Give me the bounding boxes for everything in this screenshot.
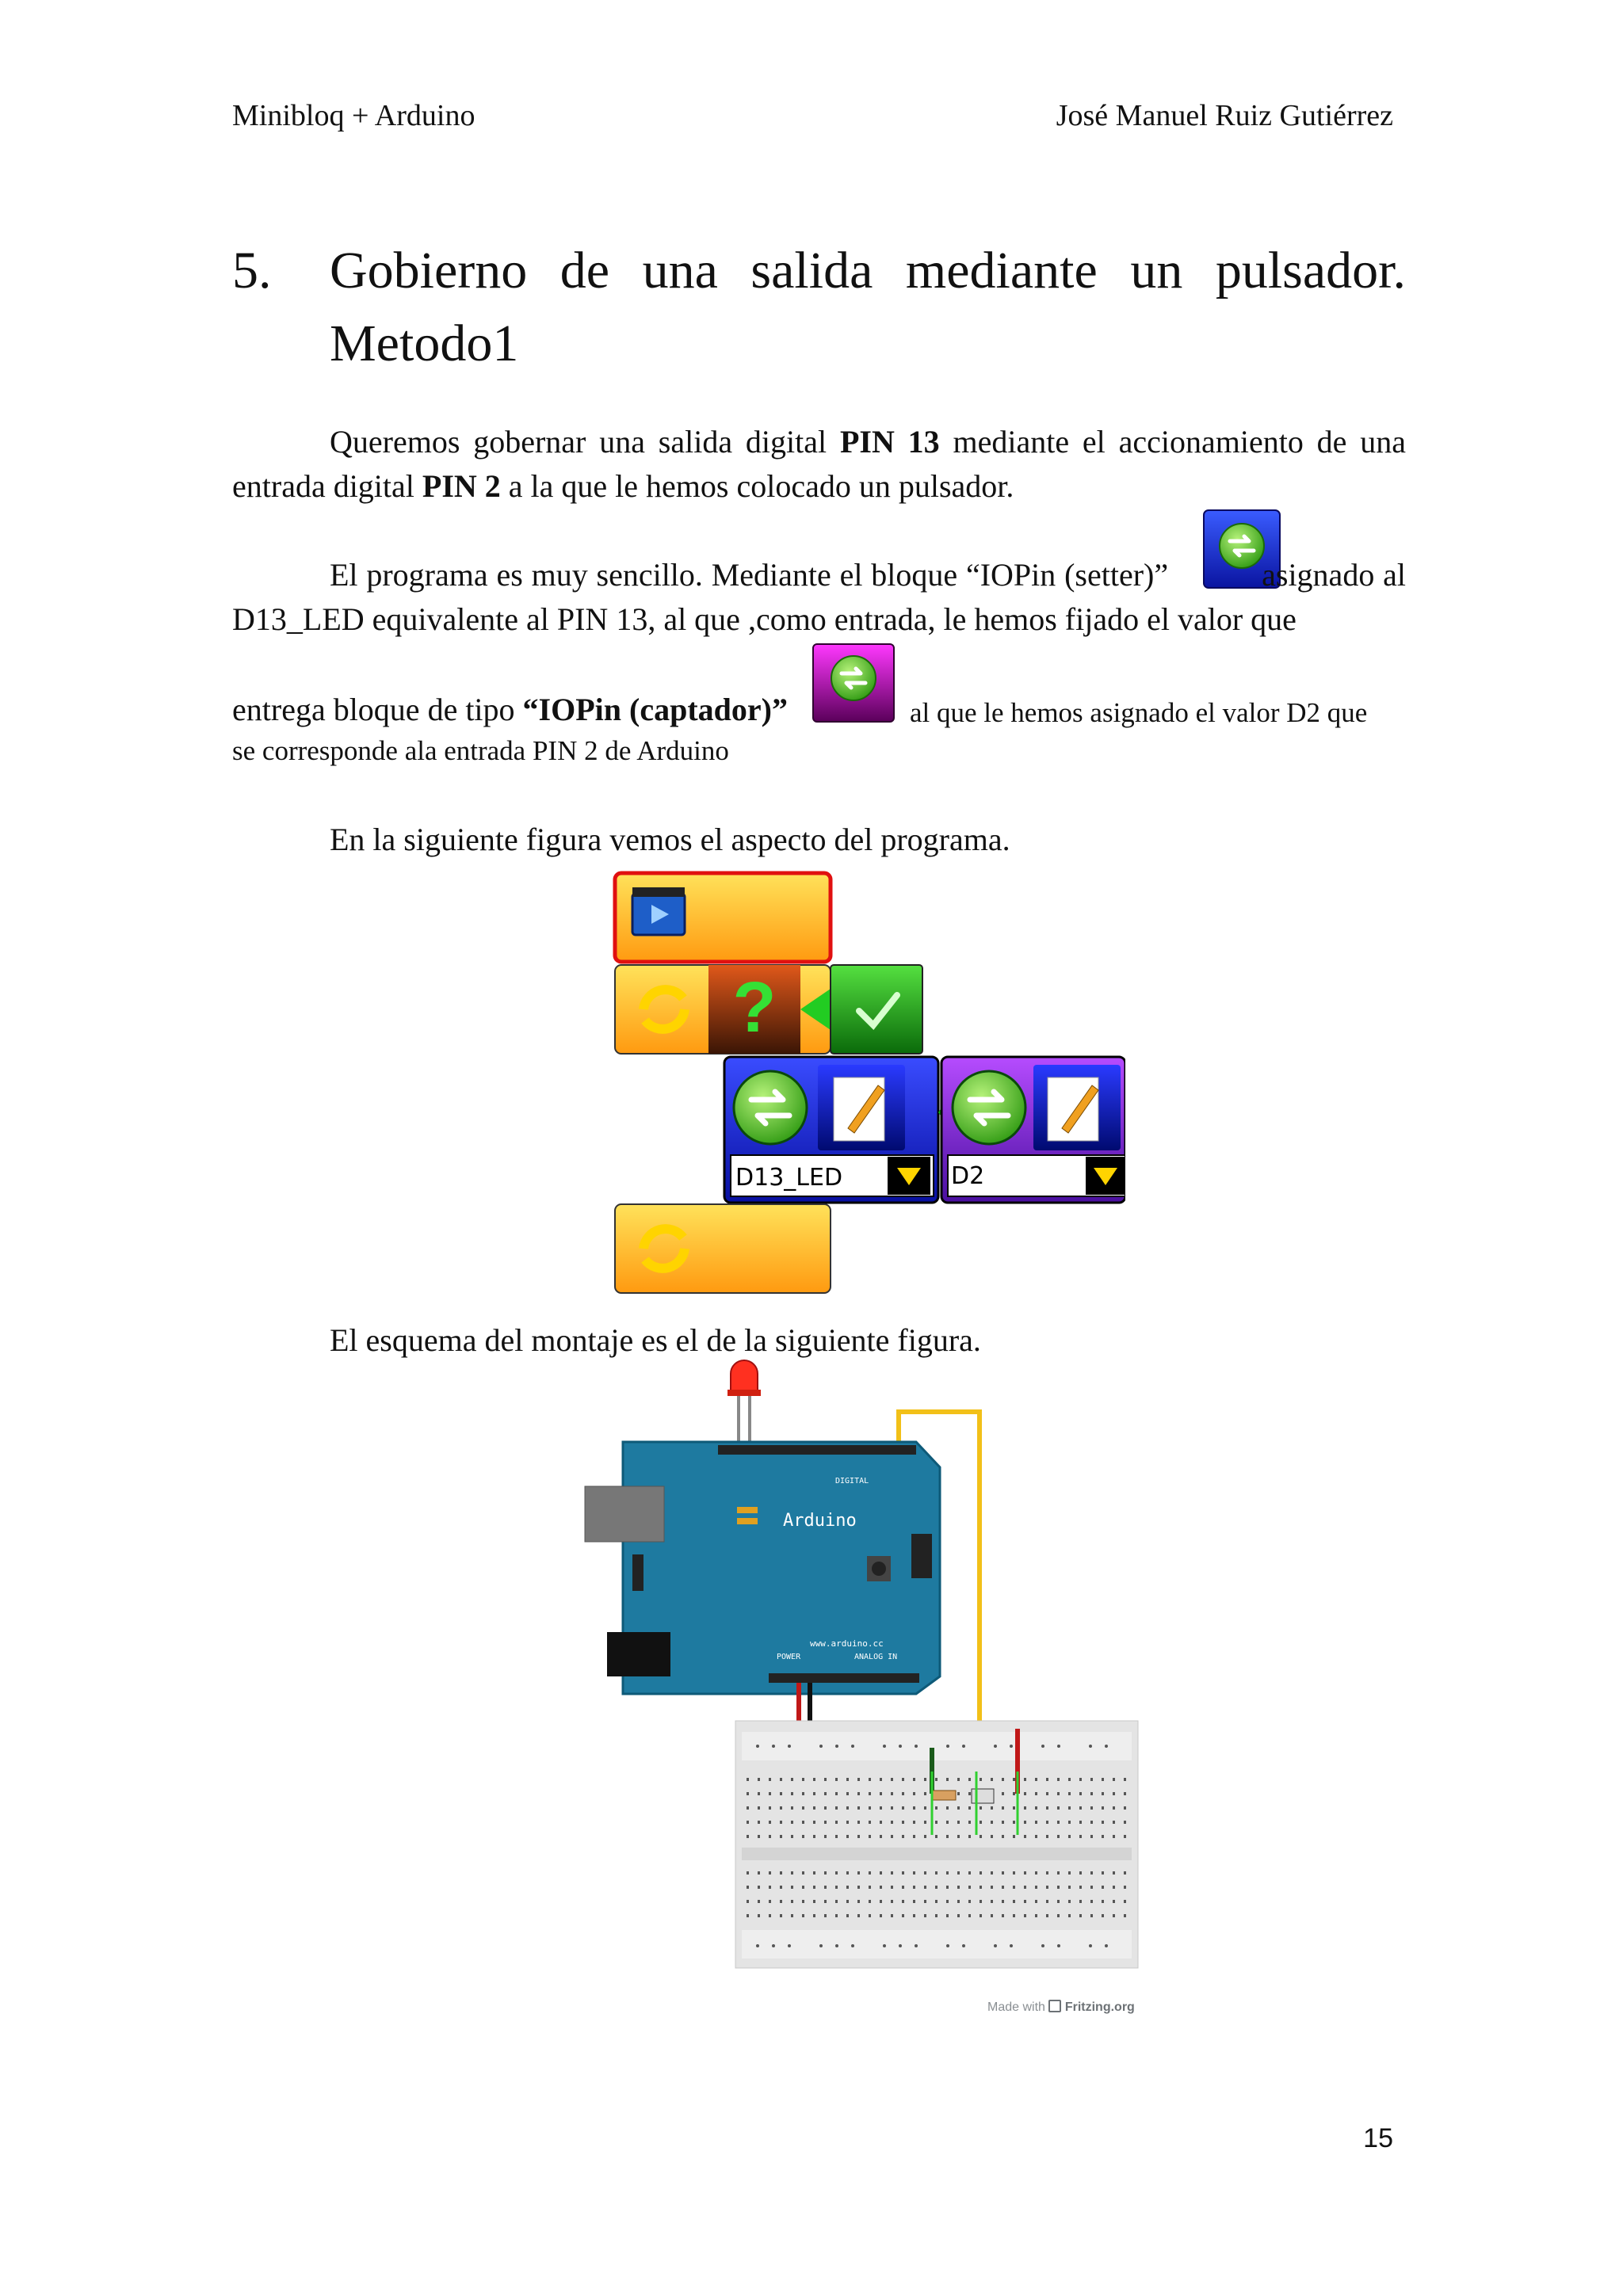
paragraph-4: En la siguiente figura vemos el aspecto del programa. bbox=[330, 822, 1010, 857]
breadboard bbox=[735, 1721, 1138, 1968]
website-label: www.arduino.cc bbox=[810, 1638, 884, 1649]
led-icon bbox=[727, 1360, 761, 1451]
getter-pin-label: D2 bbox=[951, 1162, 985, 1190]
start-block bbox=[615, 873, 831, 962]
digital-label: DIGITAL bbox=[835, 1477, 869, 1486]
header-left: Minibloq + Arduino bbox=[232, 99, 475, 132]
iopin-setter-block bbox=[724, 1057, 938, 1203]
board-label: Arduino bbox=[783, 1511, 857, 1531]
analog-label: ANALOG IN bbox=[854, 1653, 898, 1661]
iopin-getter-block bbox=[941, 1057, 1125, 1203]
loop-end-block bbox=[615, 1204, 831, 1293]
circuit-schematic-figure bbox=[583, 1360, 1154, 1985]
page-number: 15 bbox=[1363, 2123, 1393, 2153]
fritzing-logo-icon bbox=[1048, 2000, 1061, 2012]
fritzing-credit: Made with Fritzing.org bbox=[987, 2000, 1135, 2014]
pushbutton bbox=[972, 1789, 994, 1803]
resistor bbox=[932, 1791, 956, 1800]
setter-pin-label: D13_LED bbox=[735, 1164, 843, 1192]
paragraph-2: El programa es muy sencillo. Mediante el bloque “IOPin (setter)” asignado al D13_LED equivalente al PIN 13, al que ,como entrada, le hemos fijado el valor que bbox=[232, 557, 1406, 637]
arduino-board bbox=[585, 1442, 940, 1694]
paragraph-3-line1: entrega bloque de tipo “IOPin (captador)” bbox=[232, 692, 788, 727]
paragraph-3-line1-end: al que le hemos asignado el valor D2 que bbox=[910, 697, 1368, 728]
minibloq-program-figure bbox=[610, 870, 1125, 1298]
iopin-getter-icon bbox=[812, 643, 895, 723]
power-label: POWER bbox=[777, 1653, 801, 1661]
svg-text:?: ? bbox=[732, 968, 777, 1047]
section-title: Gobierno de una salida mediante un pulsador. Metodo1 bbox=[330, 242, 1406, 372]
while-block bbox=[615, 965, 922, 1054]
section-number: 5. bbox=[232, 242, 272, 299]
paragraph-3-line2: se corresponde ala entrada PIN 2 de Arduino bbox=[232, 735, 729, 766]
header-right: José Manuel Ruiz Gutiérrez bbox=[1056, 99, 1393, 132]
paragraph-1: Queremos gobernar una salida digital PIN 13 mediante el accionamiento de una entrada digital PIN 2 a la que le hemos colocado un pulsador. bbox=[232, 424, 1407, 504]
paragraph-5: El esquema del montaje es el de la siguiente figura. bbox=[330, 1322, 981, 1358]
